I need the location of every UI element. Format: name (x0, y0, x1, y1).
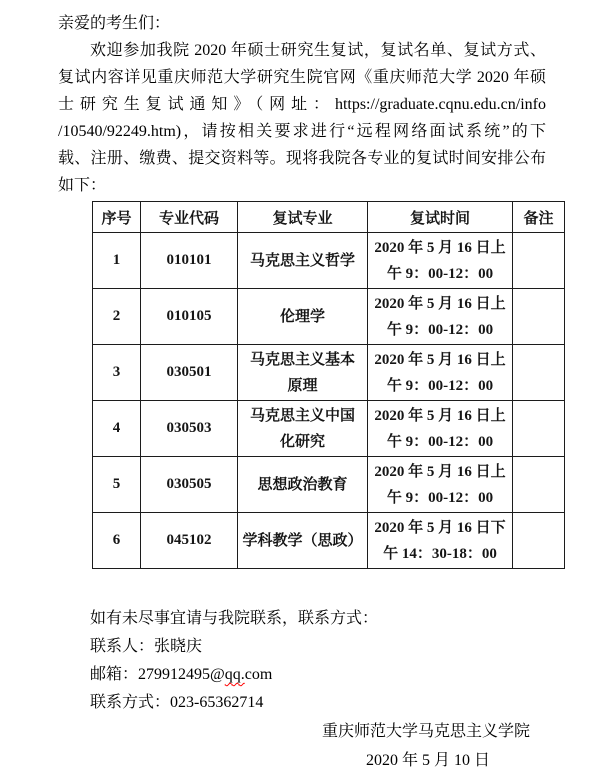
time-line: 2020 年 5 月 16 日上 (374, 351, 506, 368)
note-cell (513, 513, 565, 569)
major-name-cell (238, 289, 368, 345)
time-line: 午 9：00-12：00 (386, 321, 494, 338)
email-user-text: 279912495@ (138, 666, 225, 683)
exam-time-cell (368, 233, 513, 289)
row-number-cell: 4 (93, 401, 141, 457)
contact-block (58, 605, 546, 717)
header-code: 专业代码 (141, 202, 238, 233)
intro-line: 载、注册、缴费、提交资料等。现将我院各专业的复试时间安排公布 (58, 150, 546, 167)
major-line: 伦理学 (279, 308, 325, 325)
contact-person: 联系人：张晓庆 (90, 638, 203, 655)
major-code-cell: 030503 (141, 401, 238, 457)
major-code-cell: 045102 (141, 513, 238, 569)
row-number-cell: 2 (93, 289, 141, 345)
contact-heading: 如有未尽事宜请与我院联系，联系方式： (90, 610, 379, 627)
row-number-cell: 6 (93, 513, 141, 569)
time-line: 午 14：30-18：00 (383, 545, 497, 562)
signature-organization: 重庆师范大学马克思主义学院 (321, 723, 530, 740)
exam-time-cell (368, 401, 513, 457)
intro-line-url: /10540/92249.htm)，请按相关要求进行“远程网络面试系统”的下 (58, 123, 546, 140)
time-line: 午 9：00-12：00 (386, 377, 494, 394)
exam-time-cell (368, 513, 513, 569)
major-line: 学科教学（思政） (242, 532, 363, 549)
major-code-cell: 030501 (141, 345, 238, 401)
major-code-cell: 030505 (141, 457, 238, 513)
header-major: 复试专业 (238, 202, 368, 233)
note-cell (513, 233, 565, 289)
time-line: 2020 年 5 月 16 日上 (374, 407, 506, 424)
major-name-cell (238, 401, 368, 457)
major-name-cell (238, 457, 368, 513)
major-name-cell (238, 345, 368, 401)
major-line: 马克思主义基本 (249, 351, 355, 368)
table-row (93, 401, 565, 457)
intro-line: 复试内容详见重庆师范大学研究生院官网《重庆师范大学 2020 年硕 (58, 69, 546, 86)
header-time: 复试时间 (368, 202, 513, 233)
signature-date: 2020 年 5 月 10 日 (365, 752, 490, 769)
major-name-cell (238, 513, 368, 569)
major-code-cell: 010101 (141, 233, 238, 289)
table-row (93, 345, 565, 401)
row-number-cell: 3 (93, 345, 141, 401)
intro-paragraph (58, 10, 546, 199)
major-line: 原理 (287, 377, 318, 394)
email-tail-text: com (244, 666, 273, 683)
intro-salutation: 亲爱的考生们： (58, 15, 171, 32)
time-line: 2020 年 5 月 16 日上 (374, 463, 506, 480)
time-line: 午 9：00-12：00 (386, 489, 494, 506)
major-line: 马克思主义中国 (249, 407, 355, 424)
time-line: 2020 年 5 月 16 日上 (374, 239, 506, 256)
contact-phone: 联系方式：023-65362714 (90, 694, 264, 711)
table-row (93, 289, 565, 345)
time-line: 午 9：00-12：00 (386, 265, 494, 282)
intro-line: 欢迎参加我院 2020 年硕士研究生复试，复试名单、复试方式、 (90, 42, 546, 59)
table-header-row (93, 202, 565, 233)
row-number-cell: 5 (93, 457, 141, 513)
email-spellcheck-flagged: qq. (224, 666, 245, 683)
intro-line-url: 士研究生复试通知》（网址：https://graduate.cqnu.edu.cn/info (58, 96, 546, 113)
table-row (93, 513, 565, 569)
major-line: 化研究 (279, 433, 325, 450)
time-line: 2020 年 5 月 16 日下 (374, 519, 506, 536)
contact-email-line (90, 661, 546, 689)
exam-time-cell (368, 345, 513, 401)
signature-block (58, 717, 546, 775)
time-line: 午 9：00-12：00 (386, 433, 494, 450)
time-line: 2020 年 5 月 16 日上 (374, 295, 506, 312)
major-name-cell (238, 233, 368, 289)
header-note: 备注 (513, 202, 565, 233)
email-label: 邮箱： (90, 666, 139, 683)
note-cell (513, 401, 565, 457)
table-row (93, 233, 565, 289)
note-cell (513, 457, 565, 513)
table-row (93, 457, 565, 513)
exam-time-cell (368, 289, 513, 345)
major-code-cell: 010105 (141, 289, 238, 345)
note-cell (513, 345, 565, 401)
major-line: 思想政治教育 (257, 476, 348, 493)
note-cell (513, 289, 565, 345)
intro-line: 如下： (58, 177, 107, 194)
schedule-table (92, 201, 565, 569)
header-no: 序号 (93, 202, 141, 233)
exam-time-cell (368, 457, 513, 513)
major-line: 马克思主义哲学 (249, 252, 355, 269)
row-number-cell: 1 (93, 233, 141, 289)
